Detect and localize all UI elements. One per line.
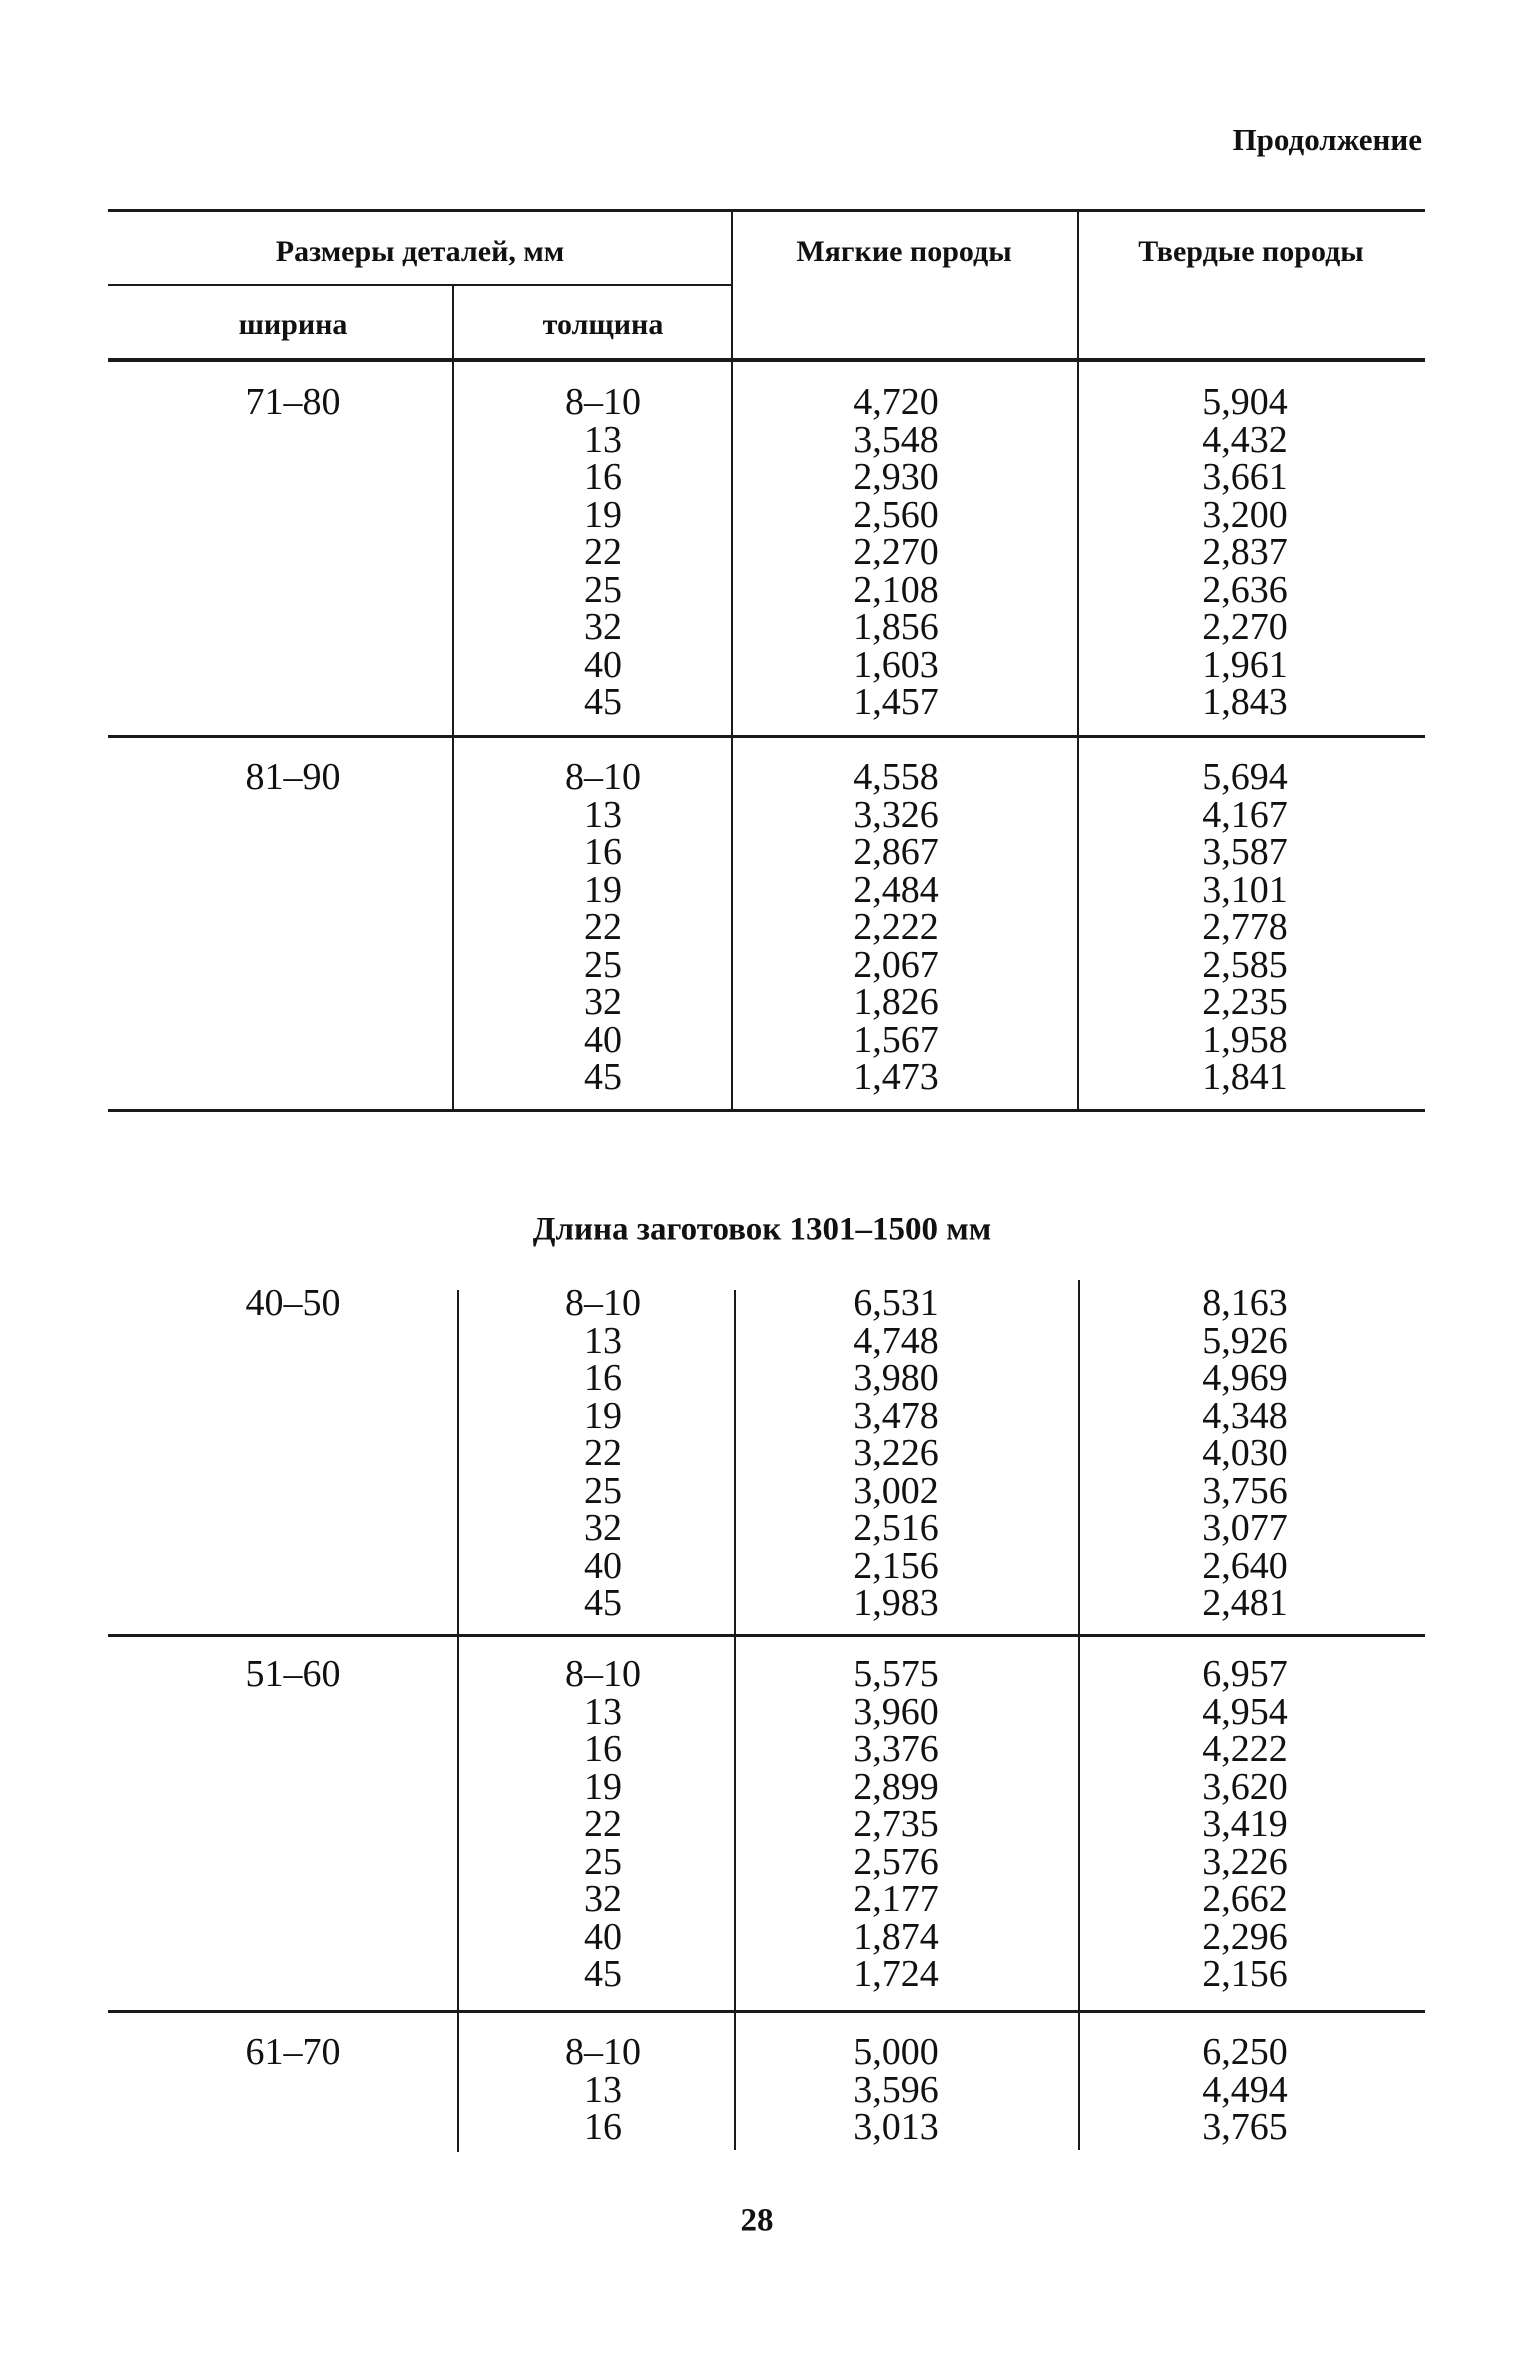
cell-hard-wood: 2,585	[1202, 943, 1288, 986]
cell-soft-wood: 4,558	[853, 756, 939, 798]
cell-hard-wood: 2,640	[1202, 1544, 1288, 1587]
cell-soft-wood: 5,575	[853, 1653, 939, 1695]
column-divider	[1077, 210, 1079, 1110]
cell-soft-wood: 2,735	[853, 1803, 939, 1845]
header-sizes-group: Размеры деталей, мм	[275, 235, 565, 268]
cell-thickness: 8–10	[565, 1282, 641, 1324]
continuation-label: Продолжение	[1232, 122, 1422, 157]
cell-width: 71–80	[245, 381, 341, 423]
cell-thickness: 16	[584, 456, 622, 498]
cell-hard-wood: 2,270	[1202, 606, 1288, 648]
cell-thickness: 22	[584, 1803, 622, 1845]
cell-soft-wood: 2,867	[853, 831, 939, 873]
cell-hard-wood: 2,662	[1202, 1878, 1288, 1920]
cell-soft-wood: 2,576	[853, 1840, 939, 1883]
cell-thickness: 16	[584, 1728, 622, 1770]
cell-thickness: 40	[584, 643, 622, 686]
group-header-rule	[108, 284, 732, 286]
cell-thickness: 25	[584, 943, 622, 986]
cell-thickness: 22	[584, 906, 622, 948]
cell-soft-wood: 1,826	[853, 981, 939, 1023]
column-divider	[731, 210, 733, 1110]
cell-thickness: 32	[584, 606, 622, 648]
header-hard-wood: Твердые породы	[1138, 235, 1364, 268]
cell-soft-wood: 2,516	[853, 1507, 939, 1549]
cell-soft-wood: 2,156	[853, 1544, 939, 1587]
cell-hard-wood: 3,200	[1202, 493, 1288, 536]
cell-thickness: 32	[584, 1878, 622, 1920]
cell-hard-wood: 3,756	[1202, 1469, 1288, 1512]
cell-thickness: 45	[584, 681, 622, 723]
cell-thickness: 40	[584, 1915, 622, 1958]
cell-soft-wood: 1,457	[853, 681, 939, 723]
cell-thickness: 8–10	[565, 381, 641, 423]
cell-hard-wood: 3,226	[1202, 1840, 1288, 1883]
cell-soft-wood: 3,326	[853, 793, 939, 836]
cell-soft-wood: 2,930	[853, 456, 939, 498]
cell-thickness: 13	[584, 418, 622, 461]
column-divider	[734, 1290, 736, 2150]
cell-soft-wood: 4,748	[853, 1319, 939, 1362]
cell-hard-wood: 4,167	[1202, 793, 1288, 836]
cell-hard-wood: 1,841	[1202, 1056, 1288, 1098]
cell-soft-wood: 3,596	[853, 2068, 939, 2111]
table-bottom-rule	[108, 1109, 1425, 1112]
cell-soft-wood: 2,108	[853, 568, 939, 611]
cell-soft-wood: 3,980	[853, 1357, 939, 1399]
cell-soft-wood: 2,222	[853, 906, 939, 948]
cell-thickness: 8–10	[565, 756, 641, 798]
cell-thickness: 16	[584, 831, 622, 873]
page-number: 28	[740, 2202, 774, 2239]
cell-thickness: 25	[584, 1469, 622, 1512]
cell-hard-wood: 3,765	[1202, 2106, 1288, 2148]
column-divider	[452, 285, 454, 1110]
cell-hard-wood: 1,961	[1202, 643, 1288, 686]
cell-soft-wood: 6,531	[853, 1282, 939, 1324]
cell-hard-wood: 4,969	[1202, 1357, 1288, 1399]
cell-soft-wood: 1,983	[853, 1582, 939, 1624]
cell-thickness: 13	[584, 1319, 622, 1362]
cell-thickness: 19	[584, 493, 622, 536]
cell-width: 61–70	[245, 2031, 341, 2073]
cell-hard-wood: 2,156	[1202, 1953, 1288, 1995]
cell-hard-wood: 2,296	[1202, 1915, 1288, 1958]
cell-thickness: 40	[584, 1018, 622, 1061]
section-title: Длина заготовок 1301–1500 мм	[532, 1211, 992, 1248]
cell-thickness: 8–10	[565, 2031, 641, 2073]
cell-hard-wood: 3,661	[1202, 456, 1288, 498]
cell-thickness: 19	[584, 868, 622, 911]
cell-thickness: 13	[584, 793, 622, 836]
cell-hard-wood: 2,778	[1202, 906, 1288, 948]
cell-soft-wood: 3,548	[853, 418, 939, 461]
cell-soft-wood: 2,067	[853, 943, 939, 986]
cell-width: 81–90	[245, 756, 341, 798]
cell-thickness: 32	[584, 1507, 622, 1549]
cell-hard-wood: 3,587	[1202, 831, 1288, 873]
cell-thickness: 45	[584, 1582, 622, 1624]
cell-soft-wood: 5,000	[853, 2031, 939, 2073]
cell-thickness: 45	[584, 1056, 622, 1098]
group-separator-rule	[108, 2010, 1425, 2013]
cell-hard-wood: 2,636	[1202, 568, 1288, 611]
cell-soft-wood: 2,177	[853, 1878, 939, 1920]
cell-thickness: 19	[584, 1765, 622, 1808]
cell-soft-wood: 1,856	[853, 606, 939, 648]
cell-hard-wood: 8,163	[1202, 1282, 1288, 1324]
cell-hard-wood: 5,694	[1202, 756, 1288, 798]
cell-hard-wood: 5,926	[1202, 1319, 1288, 1362]
cell-hard-wood: 6,250	[1202, 2031, 1288, 2073]
cell-hard-wood: 3,419	[1202, 1803, 1288, 1845]
cell-soft-wood: 3,960	[853, 1690, 939, 1733]
cell-hard-wood: 1,843	[1202, 681, 1288, 723]
cell-thickness: 45	[584, 1953, 622, 1995]
cell-thickness: 22	[584, 1432, 622, 1474]
cell-soft-wood: 3,013	[853, 2106, 939, 2148]
cell-soft-wood: 2,270	[853, 531, 939, 573]
cell-thickness: 13	[584, 2068, 622, 2111]
column-divider	[457, 1290, 459, 2152]
cell-hard-wood: 3,620	[1202, 1765, 1288, 1808]
cell-soft-wood: 3,002	[853, 1469, 939, 1512]
cell-soft-wood: 3,226	[853, 1432, 939, 1474]
cell-thickness: 22	[584, 531, 622, 573]
cell-hard-wood: 2,481	[1202, 1582, 1288, 1624]
cell-hard-wood: 4,494	[1202, 2068, 1288, 2111]
cell-hard-wood: 6,957	[1202, 1653, 1288, 1695]
cell-thickness: 25	[584, 1840, 622, 1883]
cell-thickness: 13	[584, 1690, 622, 1733]
header-bottom-rule	[108, 358, 1425, 362]
cell-soft-wood: 1,473	[853, 1056, 939, 1098]
cell-soft-wood: 1,874	[853, 1915, 939, 1958]
cell-hard-wood: 2,837	[1202, 531, 1288, 573]
table-top-rule	[108, 209, 1425, 212]
cell-thickness: 8–10	[565, 1653, 641, 1695]
cell-hard-wood: 2,235	[1202, 981, 1288, 1023]
cell-thickness: 40	[584, 1544, 622, 1587]
cell-soft-wood: 1,724	[853, 1953, 939, 1995]
cell-thickness: 32	[584, 981, 622, 1023]
cell-soft-wood: 2,484	[853, 868, 939, 911]
cell-hard-wood: 3,077	[1202, 1507, 1288, 1549]
cell-width: 51–60	[245, 1653, 341, 1695]
cell-width: 40–50	[245, 1282, 341, 1324]
cell-thickness: 16	[584, 2106, 622, 2148]
column-divider	[1078, 1280, 1080, 2150]
cell-hard-wood: 4,348	[1202, 1394, 1288, 1437]
header-thickness: толщина	[542, 308, 664, 341]
cell-thickness: 25	[584, 568, 622, 611]
cell-soft-wood: 3,478	[853, 1394, 939, 1437]
group-separator-rule	[108, 1634, 1425, 1637]
cell-thickness: 16	[584, 1357, 622, 1399]
cell-soft-wood: 1,567	[853, 1018, 939, 1061]
header-soft-wood: Мягкие породы	[796, 235, 1012, 268]
cell-soft-wood: 1,603	[853, 643, 939, 686]
header-width: ширина	[238, 308, 348, 341]
cell-thickness: 19	[584, 1394, 622, 1437]
cell-soft-wood: 2,560	[853, 493, 939, 536]
group-separator-rule	[108, 735, 1425, 738]
cell-hard-wood: 4,222	[1202, 1728, 1288, 1770]
cell-soft-wood: 2,899	[853, 1765, 939, 1808]
cell-soft-wood: 3,376	[853, 1728, 939, 1770]
cell-hard-wood: 4,432	[1202, 418, 1288, 461]
cell-hard-wood: 5,904	[1202, 381, 1288, 423]
cell-hard-wood: 1,958	[1202, 1018, 1288, 1061]
cell-hard-wood: 4,954	[1202, 1690, 1288, 1733]
cell-hard-wood: 3,101	[1202, 868, 1288, 911]
cell-soft-wood: 4,720	[853, 381, 939, 423]
cell-hard-wood: 4,030	[1202, 1432, 1288, 1474]
